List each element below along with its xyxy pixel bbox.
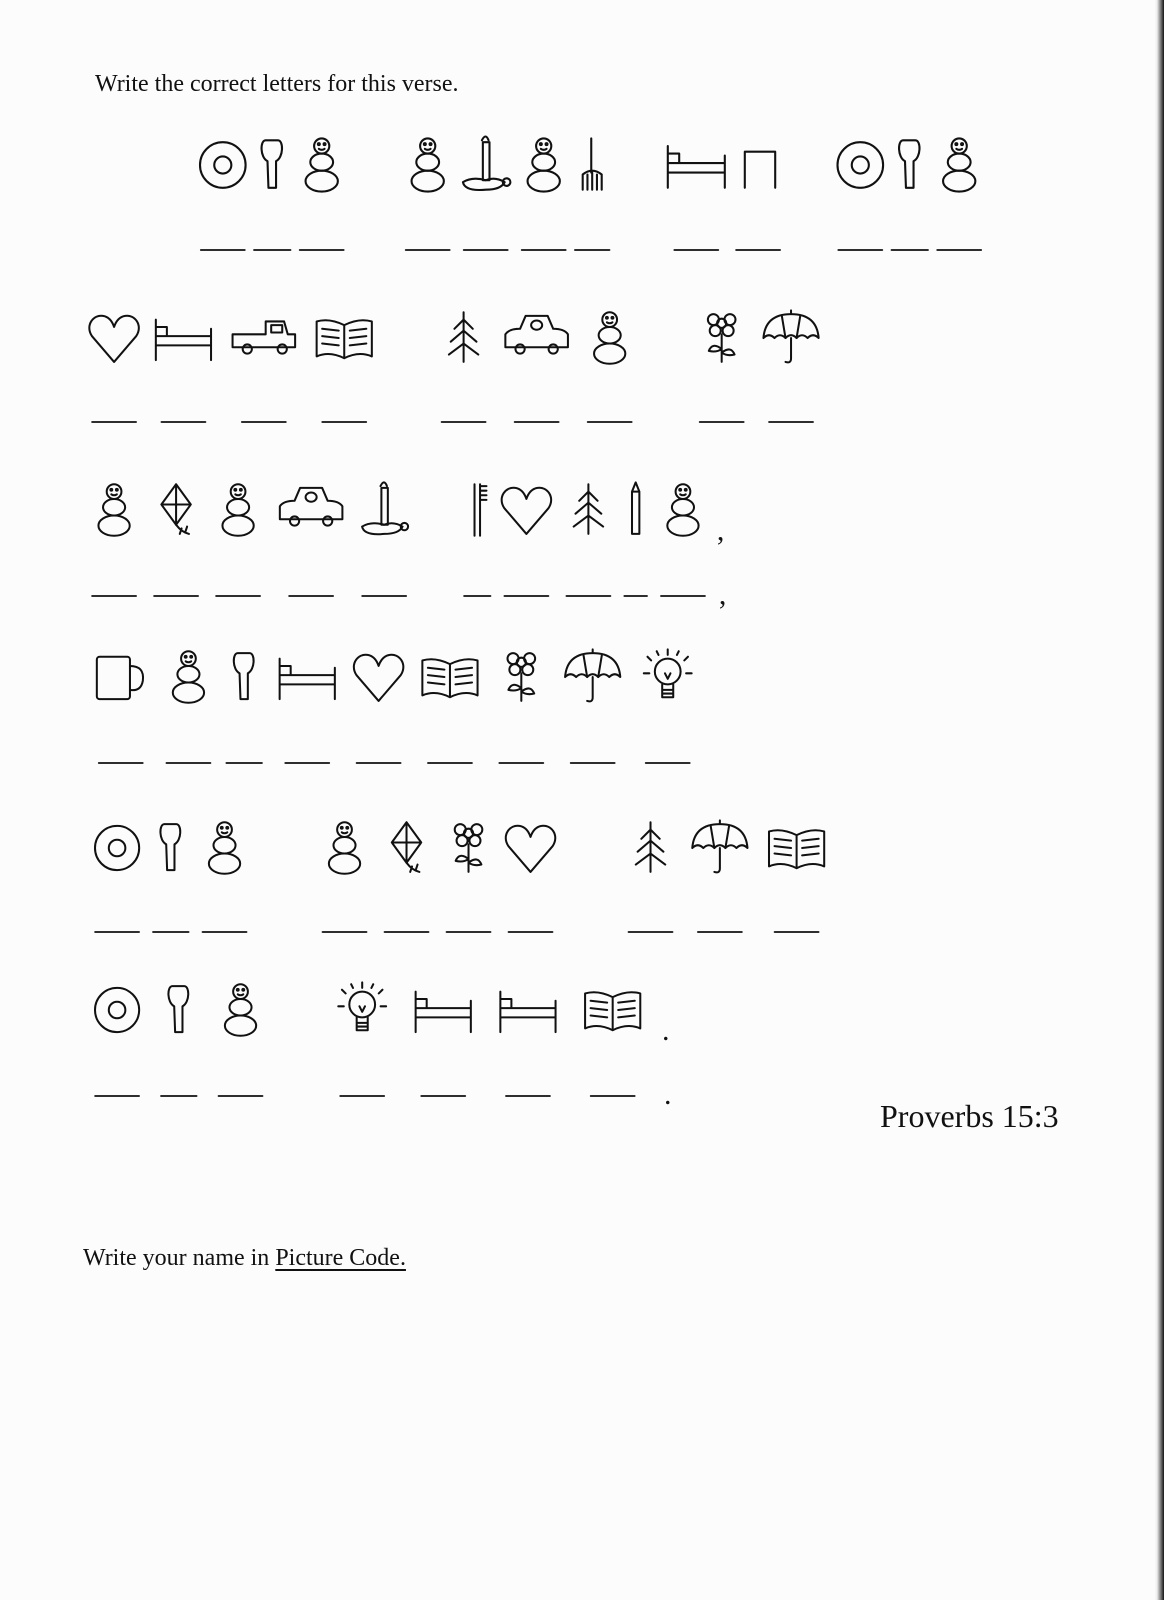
verse-word (629, 820, 825, 932)
umbrella-icon (565, 649, 620, 701)
verse-reference: Proverbs 15:3 (880, 1098, 1059, 1134)
flower-icon (455, 824, 483, 872)
verse-word (338, 982, 671, 1111)
donut-icon (95, 826, 139, 870)
donut-icon (200, 142, 246, 188)
verse-word (89, 316, 372, 422)
snowman-icon (667, 484, 698, 536)
verse-word (464, 482, 726, 611)
book-icon (317, 320, 372, 358)
fork-icon (583, 138, 602, 189)
flower-icon (508, 653, 536, 701)
spoon-icon (899, 140, 919, 188)
punctuation-answer: , (718, 578, 727, 611)
candle-icon (463, 137, 511, 191)
flower-icon (708, 314, 736, 362)
book-icon (422, 659, 477, 697)
toothbrush-icon (475, 484, 487, 536)
donut-icon (95, 988, 139, 1032)
verse-word (97, 649, 692, 763)
snowman-icon (528, 138, 560, 191)
tree-icon (636, 822, 665, 872)
pencil-icon (632, 482, 639, 534)
book-icon (585, 992, 640, 1030)
snowman-icon (306, 138, 338, 191)
car-icon (505, 316, 568, 354)
verse-row (92, 482, 726, 611)
verse-row (200, 137, 981, 251)
picture-code-underlined: Picture Code. (275, 1245, 406, 1271)
instruction-text: Write the correct letters for this verse. (95, 71, 459, 97)
snowman-icon (943, 138, 975, 191)
spoon-icon (234, 653, 254, 699)
snowman-icon (209, 822, 240, 874)
verse-word (92, 482, 408, 596)
spoon-icon (168, 986, 188, 1032)
spoon-icon (160, 824, 180, 870)
spoon-icon (262, 140, 282, 188)
tree-icon (574, 484, 603, 534)
verse-row (89, 310, 818, 422)
heart-icon (89, 316, 139, 362)
verse-row (97, 649, 692, 763)
bed-icon (416, 992, 471, 1032)
candle-icon (362, 482, 408, 534)
donut-icon (838, 142, 884, 188)
bed-icon (156, 320, 211, 360)
lightbulb-icon (644, 649, 692, 697)
bed-icon (500, 992, 555, 1032)
bed-icon (668, 146, 725, 188)
verse-word (200, 138, 344, 250)
punctuation-mark: , (716, 514, 725, 547)
verse-row (95, 982, 671, 1111)
snowman-icon (173, 651, 204, 703)
car-icon (280, 488, 343, 526)
snowman-icon (225, 984, 256, 1036)
punctuation-answer: . (663, 1078, 672, 1111)
verse-word (323, 822, 556, 932)
verse-word (668, 146, 780, 250)
lightbulb-icon (338, 982, 386, 1030)
tree-icon (449, 312, 478, 362)
snowman-icon (594, 312, 625, 364)
umbrella-icon (692, 820, 747, 872)
snowman-icon (412, 138, 444, 191)
truck-icon (233, 321, 296, 353)
heart-icon (502, 488, 552, 534)
punctuation-mark: . (661, 1014, 670, 1047)
verse-word (95, 984, 263, 1096)
verse-word (95, 822, 247, 932)
name-prompt (83, 1245, 406, 1272)
mug-icon (97, 657, 143, 699)
verse-word (838, 138, 982, 250)
verse-word (700, 310, 819, 422)
verse-row (95, 820, 824, 932)
snowman-icon (98, 484, 129, 536)
kite-icon (392, 822, 421, 872)
verse-word (442, 312, 632, 422)
heart-icon (354, 655, 404, 701)
bed-icon (280, 659, 335, 699)
kite-icon (161, 484, 190, 534)
chair-icon (745, 152, 775, 188)
name-prompt-text: Write your name in (83, 1245, 276, 1271)
umbrella-icon (763, 310, 818, 362)
verse-word (406, 137, 610, 251)
snowman-icon (329, 822, 360, 874)
heart-icon (506, 826, 556, 872)
snowman-icon (222, 484, 253, 536)
book-icon (769, 830, 824, 868)
